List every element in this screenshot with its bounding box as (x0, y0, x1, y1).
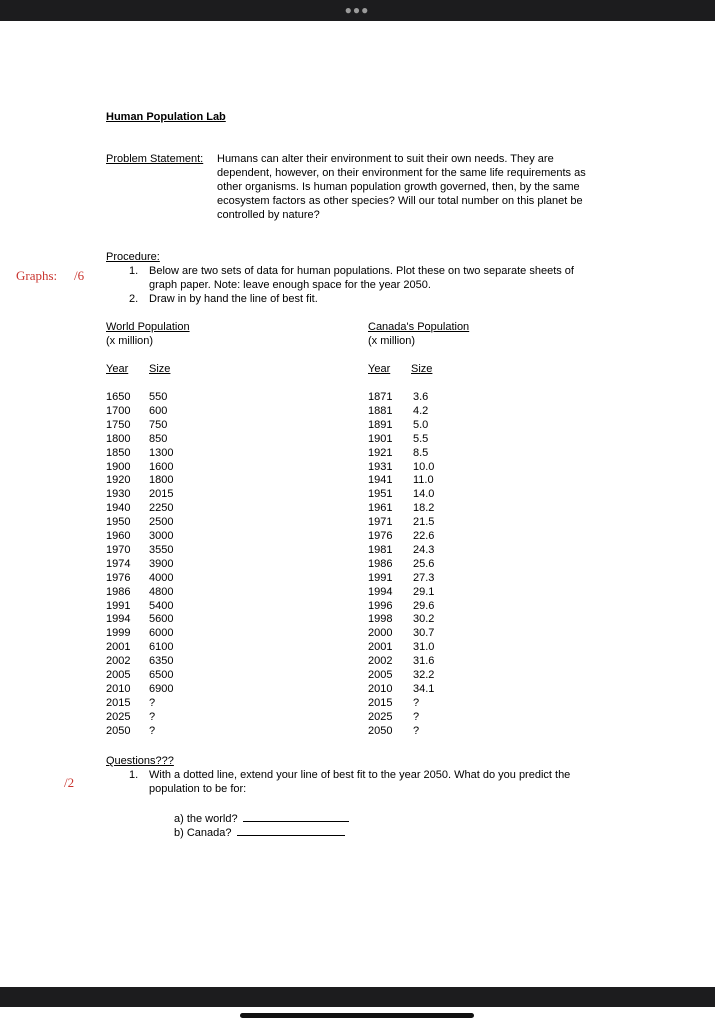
world-size-cell: 1800 (149, 474, 174, 486)
world-year-cell: 2002 (106, 655, 131, 667)
canada-size-cell: 5.0 (413, 419, 429, 431)
world-size-cell: 6000 (149, 627, 174, 639)
world-year-cell: 2005 (106, 669, 131, 681)
canada-year-cell: 1871 (368, 391, 393, 403)
canada-size-cell: 22.6 (413, 530, 435, 542)
world-size-cell: 3900 (149, 558, 174, 570)
canada-year-cell: 2002 (368, 655, 393, 667)
canada-year-cell: 1981 (368, 544, 393, 556)
canada-year-cell: 1891 (368, 419, 393, 431)
world-year-cell: 1976 (106, 572, 131, 584)
world-year-cell: 1986 (106, 586, 131, 598)
world-size-cell: 850 (149, 433, 168, 445)
world-year-cell: 1991 (106, 600, 131, 612)
world-year-cell: 1974 (106, 558, 131, 570)
canada-size-cell: 29.6 (413, 600, 435, 612)
canada-year-cell: 2025 (368, 711, 393, 723)
canada-year-cell: 1931 (368, 461, 393, 473)
world-year-cell: 1800 (106, 433, 131, 445)
world-population-unit: (x million) (106, 335, 154, 347)
question-text: With a dotted line, extend your line of best fit to the year 2050. What do you predict the (149, 769, 571, 781)
world-year-cell: 2025 (106, 711, 131, 723)
world-year-cell: 1960 (106, 530, 131, 542)
world-year-cell: 1940 (106, 502, 131, 514)
world-year-cell: 1999 (106, 627, 131, 639)
canada-year-cell: 1996 (368, 600, 393, 612)
canada-year-cell: 2000 (368, 627, 393, 639)
more-options-icon[interactable]: ●●● (344, 3, 370, 17)
canada-year-cell: 1881 (368, 405, 393, 417)
procedure-step-text: Draw in by hand the line of best fit. (149, 293, 318, 305)
world-year-cell: 1850 (106, 447, 131, 459)
canada-year-cell: 1986 (368, 558, 393, 570)
world-size-cell: ? (149, 697, 156, 709)
answer-canada-label: b) Canada? (174, 827, 232, 839)
canada-size-cell: 11.0 (413, 474, 434, 486)
canada-year-cell: 1998 (368, 613, 393, 625)
problem-line: controlled by nature? (217, 209, 320, 221)
problem-line: other organisms. Is human population growth governed, then, by the same (217, 181, 580, 193)
world-size-cell: 1600 (149, 461, 174, 473)
canada-size-cell: 10.0 (413, 461, 435, 473)
canada-size-cell: ? (413, 697, 420, 709)
canada-year-cell: 1994 (368, 586, 393, 598)
canada-year-cell: 2010 (368, 683, 393, 695)
world-year-cell: 1950 (106, 516, 131, 528)
questions-label: Questions??? (106, 755, 174, 767)
canada-year-cell: 1951 (368, 488, 393, 500)
canada-size-cell: 18.2 (413, 502, 435, 514)
world-size-cell: 5400 (149, 600, 174, 612)
problem-statement-label: Problem Statement: (106, 153, 204, 165)
canada-size-cell: 29.1 (413, 586, 435, 598)
answer-world-label: a) the world? (174, 813, 238, 825)
canada-year-cell: 1901 (368, 433, 393, 445)
procedure-step-text: Below are two sets of data for human populations. Plot these on two separate sheets of (149, 265, 574, 277)
canada-year-cell: 2005 (368, 669, 393, 681)
canada-size-cell: 27.3 (413, 572, 435, 584)
world-size-cell: 550 (149, 391, 168, 403)
canada-year-cell: 1971 (368, 516, 393, 528)
world-size-cell: ? (149, 711, 156, 723)
canada-year-cell: 1976 (368, 530, 393, 542)
canada-size-cell: 24.3 (413, 544, 435, 556)
canada-year-cell: 1941 (368, 474, 393, 486)
answer-world-blank[interactable] (243, 810, 349, 822)
world-size-cell: 3550 (149, 544, 174, 556)
procedure-step-text: graph paper. Note: leave enough space for the year 2050. (149, 279, 431, 291)
question-text: population to be for: (149, 783, 247, 795)
question-number: 1. (129, 769, 139, 781)
canada-size-cell: 8.5 (413, 447, 429, 459)
world-size-cell: 2250 (149, 502, 174, 514)
canada-size-cell: 32.2 (413, 669, 435, 681)
world-size-cell: 1300 (149, 447, 174, 459)
canada-year-header: Year (368, 363, 391, 375)
canada-size-cell: ? (413, 725, 420, 737)
world-year-cell: 2010 (106, 683, 131, 695)
world-size-cell: 3000 (149, 530, 174, 542)
world-year-cell: 1994 (106, 613, 131, 625)
viewer-bottom-bar (0, 987, 715, 1007)
problem-line: ecosystem factors as other species? Will our total number on this planet be (217, 195, 583, 207)
procedure-step-number: 1. (129, 265, 139, 277)
world-population-title: World Population (106, 321, 190, 333)
canada-year-cell: 1991 (368, 572, 393, 584)
canada-size-cell: 31.0 (413, 641, 435, 653)
world-size-cell: 6900 (149, 683, 174, 695)
world-year-cell: 2050 (106, 725, 131, 737)
graphs-margin-note: Graphs: (16, 268, 58, 283)
canada-population-unit: (x million) (368, 335, 416, 347)
world-size-cell: 6500 (149, 669, 174, 681)
home-indicator[interactable] (240, 1013, 474, 1018)
answer-canada (174, 824, 345, 840)
canada-size-cell: 14.0 (413, 488, 435, 500)
world-year-cell: 1750 (106, 419, 131, 431)
canada-year-cell: 2015 (368, 697, 393, 709)
graphs-score: /6 (74, 268, 85, 283)
world-year-cell: 2001 (106, 641, 131, 653)
world-size-cell: ? (149, 725, 156, 737)
world-year-header: Year (106, 363, 129, 375)
canada-size-cell: 34.1 (413, 683, 435, 695)
world-size-cell: 4800 (149, 586, 174, 598)
procedure-label: Procedure: (106, 251, 160, 263)
canada-size-cell: 25.6 (413, 558, 435, 570)
canada-size-header: Size (411, 363, 433, 375)
problem-line: Humans can alter their environment to suit their own needs. They are (217, 153, 554, 165)
world-year-cell: 2015 (106, 697, 131, 709)
world-size-cell: 6350 (149, 655, 174, 667)
world-size-cell: 600 (149, 405, 168, 417)
canada-size-cell: 21.5 (413, 516, 435, 528)
canada-size-cell: 30.2 (413, 613, 435, 625)
world-size-cell: 2015 (149, 488, 174, 500)
page-title: Human Population Lab (106, 111, 226, 123)
canada-size-cell: 31.6 (413, 655, 435, 667)
canada-population-title: Canada's Population (368, 321, 470, 333)
questions-score: /2 (64, 775, 75, 790)
canada-year-cell: 2001 (368, 641, 393, 653)
procedure-step-number: 2. (129, 293, 139, 305)
canada-size-cell: 3.6 (413, 391, 429, 403)
canada-size-cell: 5.5 (413, 433, 429, 445)
world-year-cell: 1900 (106, 461, 131, 473)
world-year-cell: 1920 (106, 474, 131, 486)
canada-size-cell: ? (413, 711, 420, 723)
world-size-cell: 5600 (149, 613, 174, 625)
world-size-cell: 6100 (149, 641, 174, 653)
canada-year-cell: 1961 (368, 502, 393, 514)
world-year-cell: 1970 (106, 544, 131, 556)
world-size-cell: 2500 (149, 516, 174, 528)
answer-canada-blank[interactable] (237, 824, 345, 836)
canada-year-cell: 2050 (368, 725, 393, 737)
world-year-cell: 1930 (106, 488, 131, 500)
canada-size-cell: 4.2 (413, 405, 429, 417)
world-year-cell: 1650 (106, 391, 131, 403)
world-size-cell: 750 (149, 419, 168, 431)
world-size-header: Size (149, 363, 171, 375)
world-size-cell: 4000 (149, 572, 174, 584)
canada-size-cell: 30.7 (413, 627, 435, 639)
world-year-cell: 1700 (106, 405, 131, 417)
canada-year-cell: 1921 (368, 447, 393, 459)
problem-line: dependent, however, on their environment for the same life requirements as (217, 167, 586, 179)
